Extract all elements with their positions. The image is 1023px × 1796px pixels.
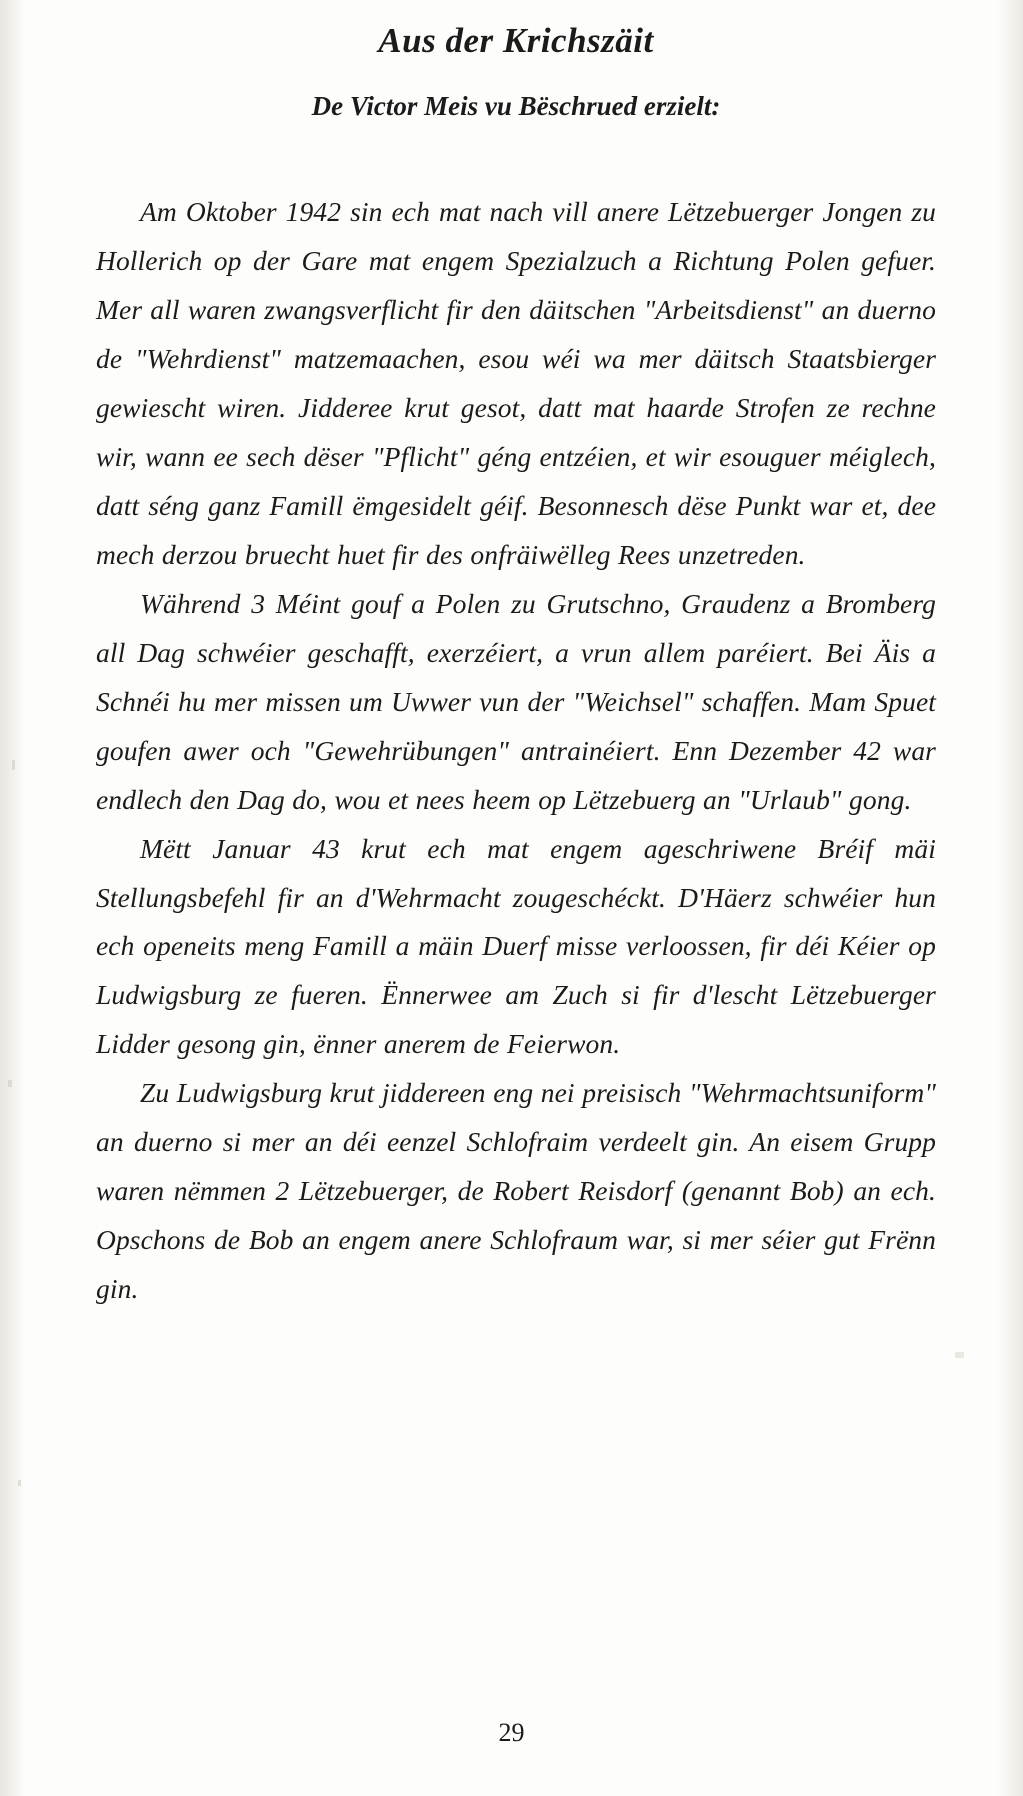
page-edge-shading-right [997,0,1023,1796]
page-speck [18,1480,21,1486]
paragraph: Am Oktober 1942 sin ech mat nach vill anere Lëtzebuerger Jongen zu Hollerich op der Gare mat engem Spezialzuch a Richtung Polen gefuer. Mer all waren zwangsverflicht fir den däitschen "Arbeitsdienst" an duerno de "Wehrdienst" matzemaachen, esou wéi wa mer däitsch Staatsbierger gewiescht wiren. Jidderee krut gesot, datt mat haarde Strofen ze rechne wir, wann ee sech dëser "Pflicht" géng entzéien, et wir esouguer méiglech, datt séng ganz Famill ëmgesidelt géif. Besonnesch dëse Punkt war et, dee mech derzou bruecht huet fir des onfräiwëlleg Rees unzetreden. [96,196,936,570]
page-subtitle: De Victor Meis vu Bëschrued erzielt: [311,91,721,121]
page-number: 29 [498,1718,525,1747]
page-speck [8,1080,12,1087]
page-speck [12,760,15,770]
paragraph: Während 3 Méint gouf a Polen zu Grutschno, Graudenz a Bromberg all Dag schwéier geschafft, exerzéiert, a vrun allem paréiert. Bei Äis a Schnéi hu mer missen um Uwwer vun der "Weichsel" schaffen. Mam Spuet goufen awer och "Gewehrübungen" antrainéiert. Enn Dezember 42 war endlech den Dag do, wou et nees heem op Lëtzebuerg an "Urlaub" gong. [96,587,936,815]
page-content [96,0,936,1314]
page-title: Aus der Krichszäit [378,21,654,60]
page-speck [955,1352,964,1358]
paragraph: Mëtt Januar 43 krut ech mat engem ageschriwene Bréif mäi Stellungsbefehl fir an d'Wehrmacht zougeschéckt. D'Häerz schwéier hun ech openeits meng Famill a mäin Duerf misse verloossen, fir déi Kéier op Ludwigsburg ze fueren. Ënnerwee am Zuch si fir d'lescht Lëtzebuerger Lidder gesong gin, ënner anerem de Feierwon. [96,832,936,1060]
paragraph: Zu Ludwigsburg krut jiddereen eng nei preisisch "Wehrmachtsuniform" an duerno si mer an déi eenzel Schlofraim verdeelt gin. An eisem Grupp waren nëmmen 2 Lëtzebuerger, de Robert Reisdorf (genannt Bob) an ech. Opschons de Bob an engem anere Schlofraum war, si mer séier gut Frënn gin. [96,1077,936,1305]
body-text [96,188,936,1314]
page-edge-shading-left [0,0,26,1796]
